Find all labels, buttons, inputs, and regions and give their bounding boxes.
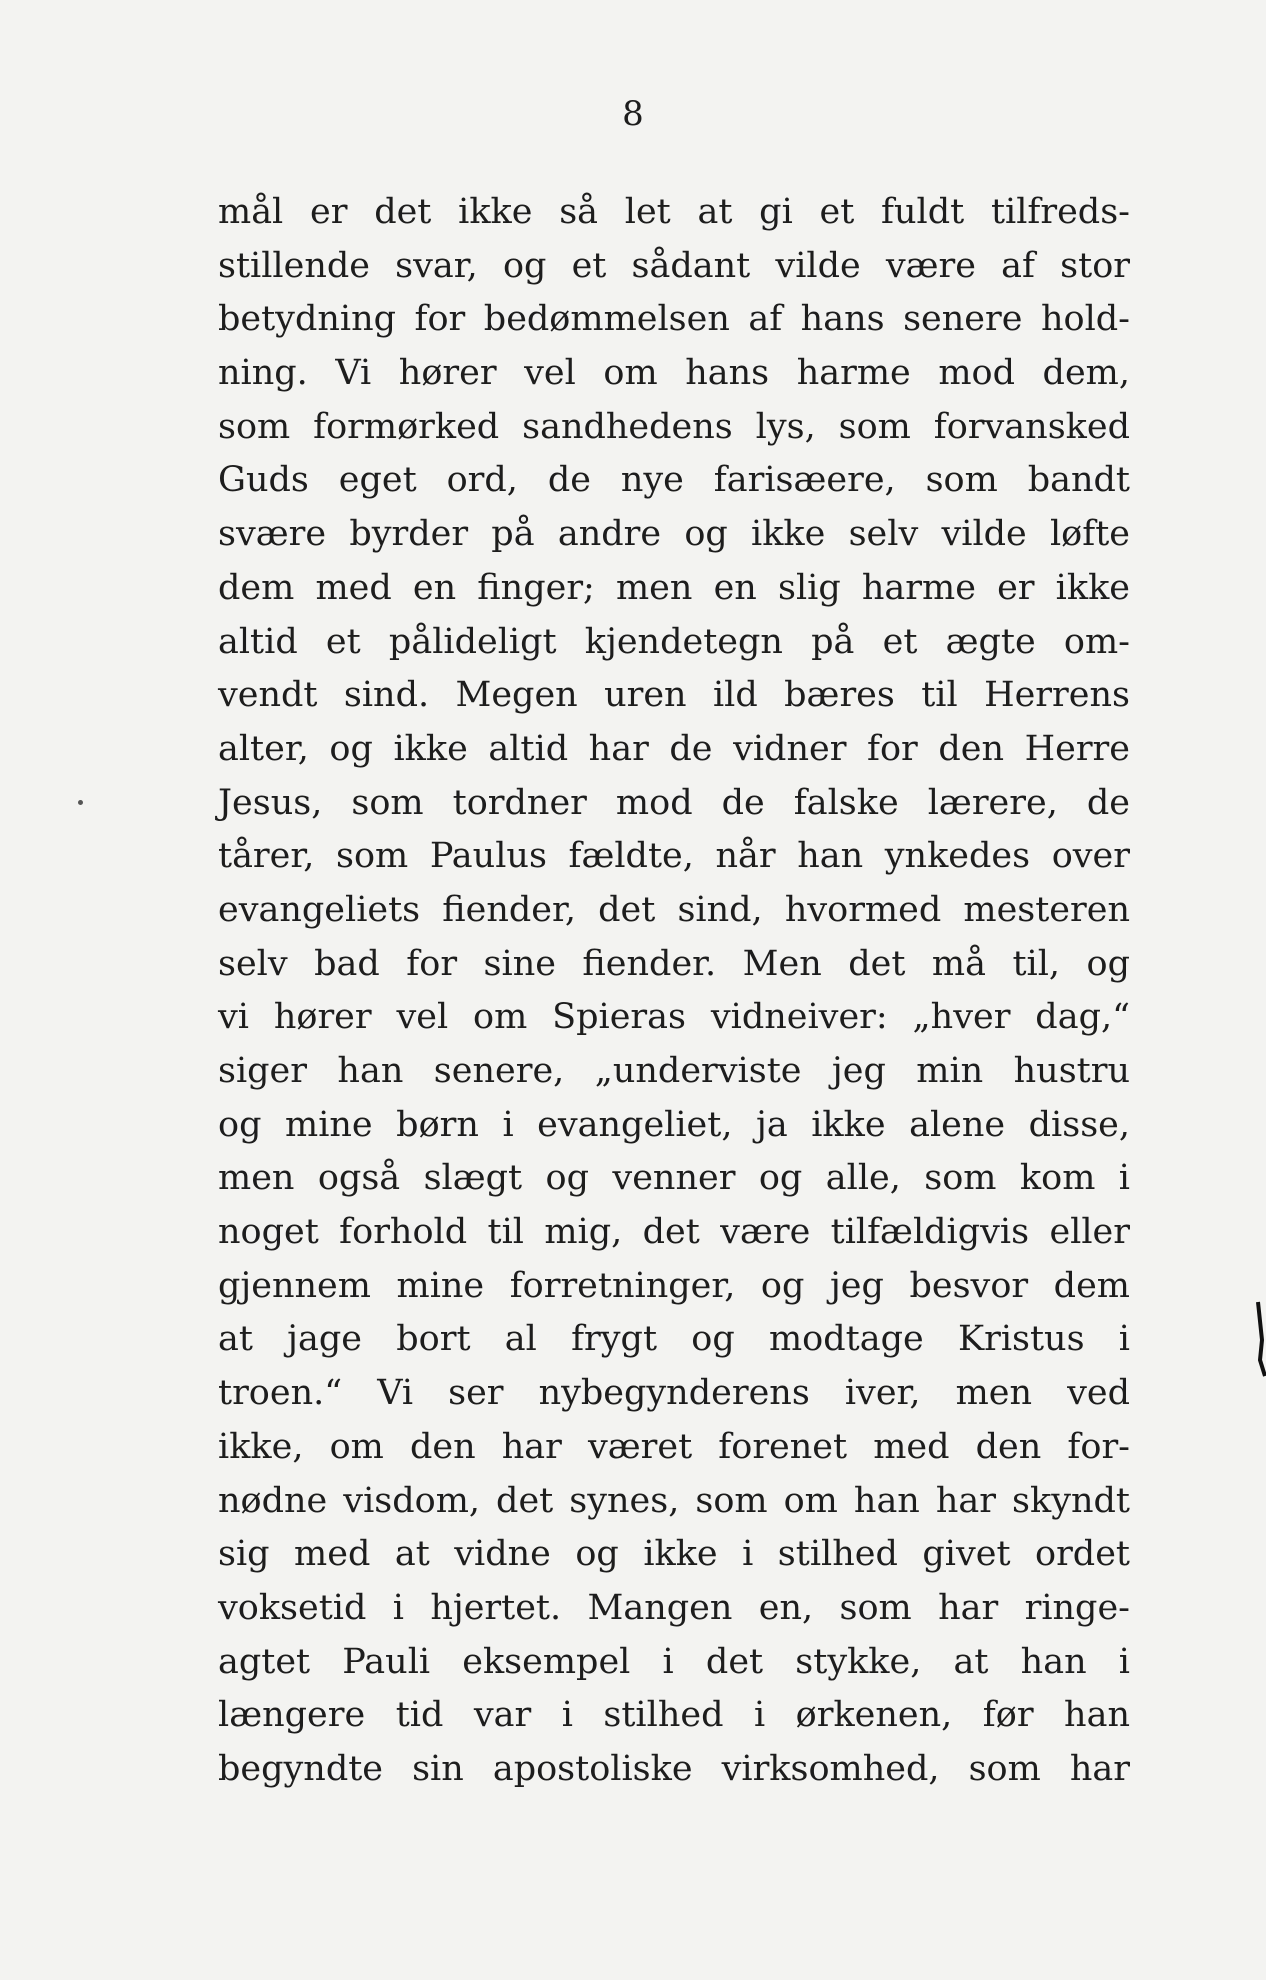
text-line: siger han senere, „underviste jeg min hustru bbox=[218, 1051, 1130, 1091]
text-line: nødne visdom, det synes, som om han har skyndt bbox=[218, 1480, 1130, 1521]
text-line: længere tid var i stilhed i ørkenen, før han bbox=[218, 1695, 1130, 1736]
text-line: og mine børn i evangeliet, ja ikke alene disse, bbox=[218, 1104, 1130, 1145]
edge-ink-mark bbox=[1256, 1300, 1266, 1378]
text-line: ikke, om den har været forenet med den for- bbox=[218, 1426, 1130, 1467]
text-line: sig med at vidne og ikke i stilhed givet ordet bbox=[218, 1534, 1130, 1575]
text-line: altid et pålideligt kjendetegn på et ægte om- bbox=[218, 621, 1130, 662]
text-line: men også slægt og venner og alle, som kom i bbox=[218, 1158, 1130, 1199]
page-number: 8 bbox=[622, 94, 644, 134]
text-line: at jage bort al frygt og modtage Kristus i bbox=[218, 1319, 1130, 1360]
text-line: betydning for bedømmelsen af hans senere hold- bbox=[218, 299, 1130, 340]
text-line: Guds eget ord, de nye farisæere, som bandt bbox=[218, 460, 1130, 501]
text-line: vi hører vel om Spieras vidneiver: „hver dag,“ bbox=[218, 997, 1130, 1038]
text-line: svære byrder på andre og ikke selv vilde løfte bbox=[218, 514, 1130, 555]
text-line: vendt sind. Megen uren ild bæres til Herrens bbox=[218, 675, 1130, 716]
text-line: ning. Vi hører vel om hans harme mod dem, bbox=[218, 353, 1130, 394]
text-line: agtet Pauli eksempel i det stykke, at han i bbox=[218, 1641, 1130, 1682]
text-line: alter, og ikke altid har de vidner for den Herre bbox=[218, 728, 1130, 769]
text-line: mål er det ikke så let at gi et fuldt tilfreds- bbox=[218, 192, 1130, 232]
text-line: selv bad for sine fiender. Men det må til, og bbox=[218, 943, 1130, 984]
text-line: evangeliets fiender, det sind, hvormed mesteren bbox=[218, 889, 1130, 930]
text-line: Jesus, som tordner mod de falske lærere, de bbox=[218, 782, 1130, 823]
text-line: gjennem mine forretninger, og jeg besvor dem bbox=[218, 1265, 1130, 1306]
body-text bbox=[218, 186, 1130, 1797]
text-line: tårer, som Paulus fældte, når han ynkedes over bbox=[218, 836, 1130, 877]
text-line: noget forhold til mig, det være tilfældigvis eller bbox=[218, 1212, 1130, 1253]
text-line: begyndte sin apostoliske virksomhed, som har bbox=[218, 1748, 1130, 1789]
text-line: dem med en finger; men en slig harme er ikke bbox=[218, 567, 1130, 608]
text-line: troen.“ Vi ser nybegynderens iver, men ved bbox=[218, 1373, 1130, 1414]
text-line: stillende svar, og et sådant vilde være af stor bbox=[218, 245, 1130, 286]
ink-speck bbox=[78, 800, 83, 805]
text-line: som formørked sandhedens lys, som forvansked bbox=[218, 406, 1130, 447]
text-line: voksetid i hjertet. Mangen en, som har ringe- bbox=[218, 1587, 1130, 1628]
